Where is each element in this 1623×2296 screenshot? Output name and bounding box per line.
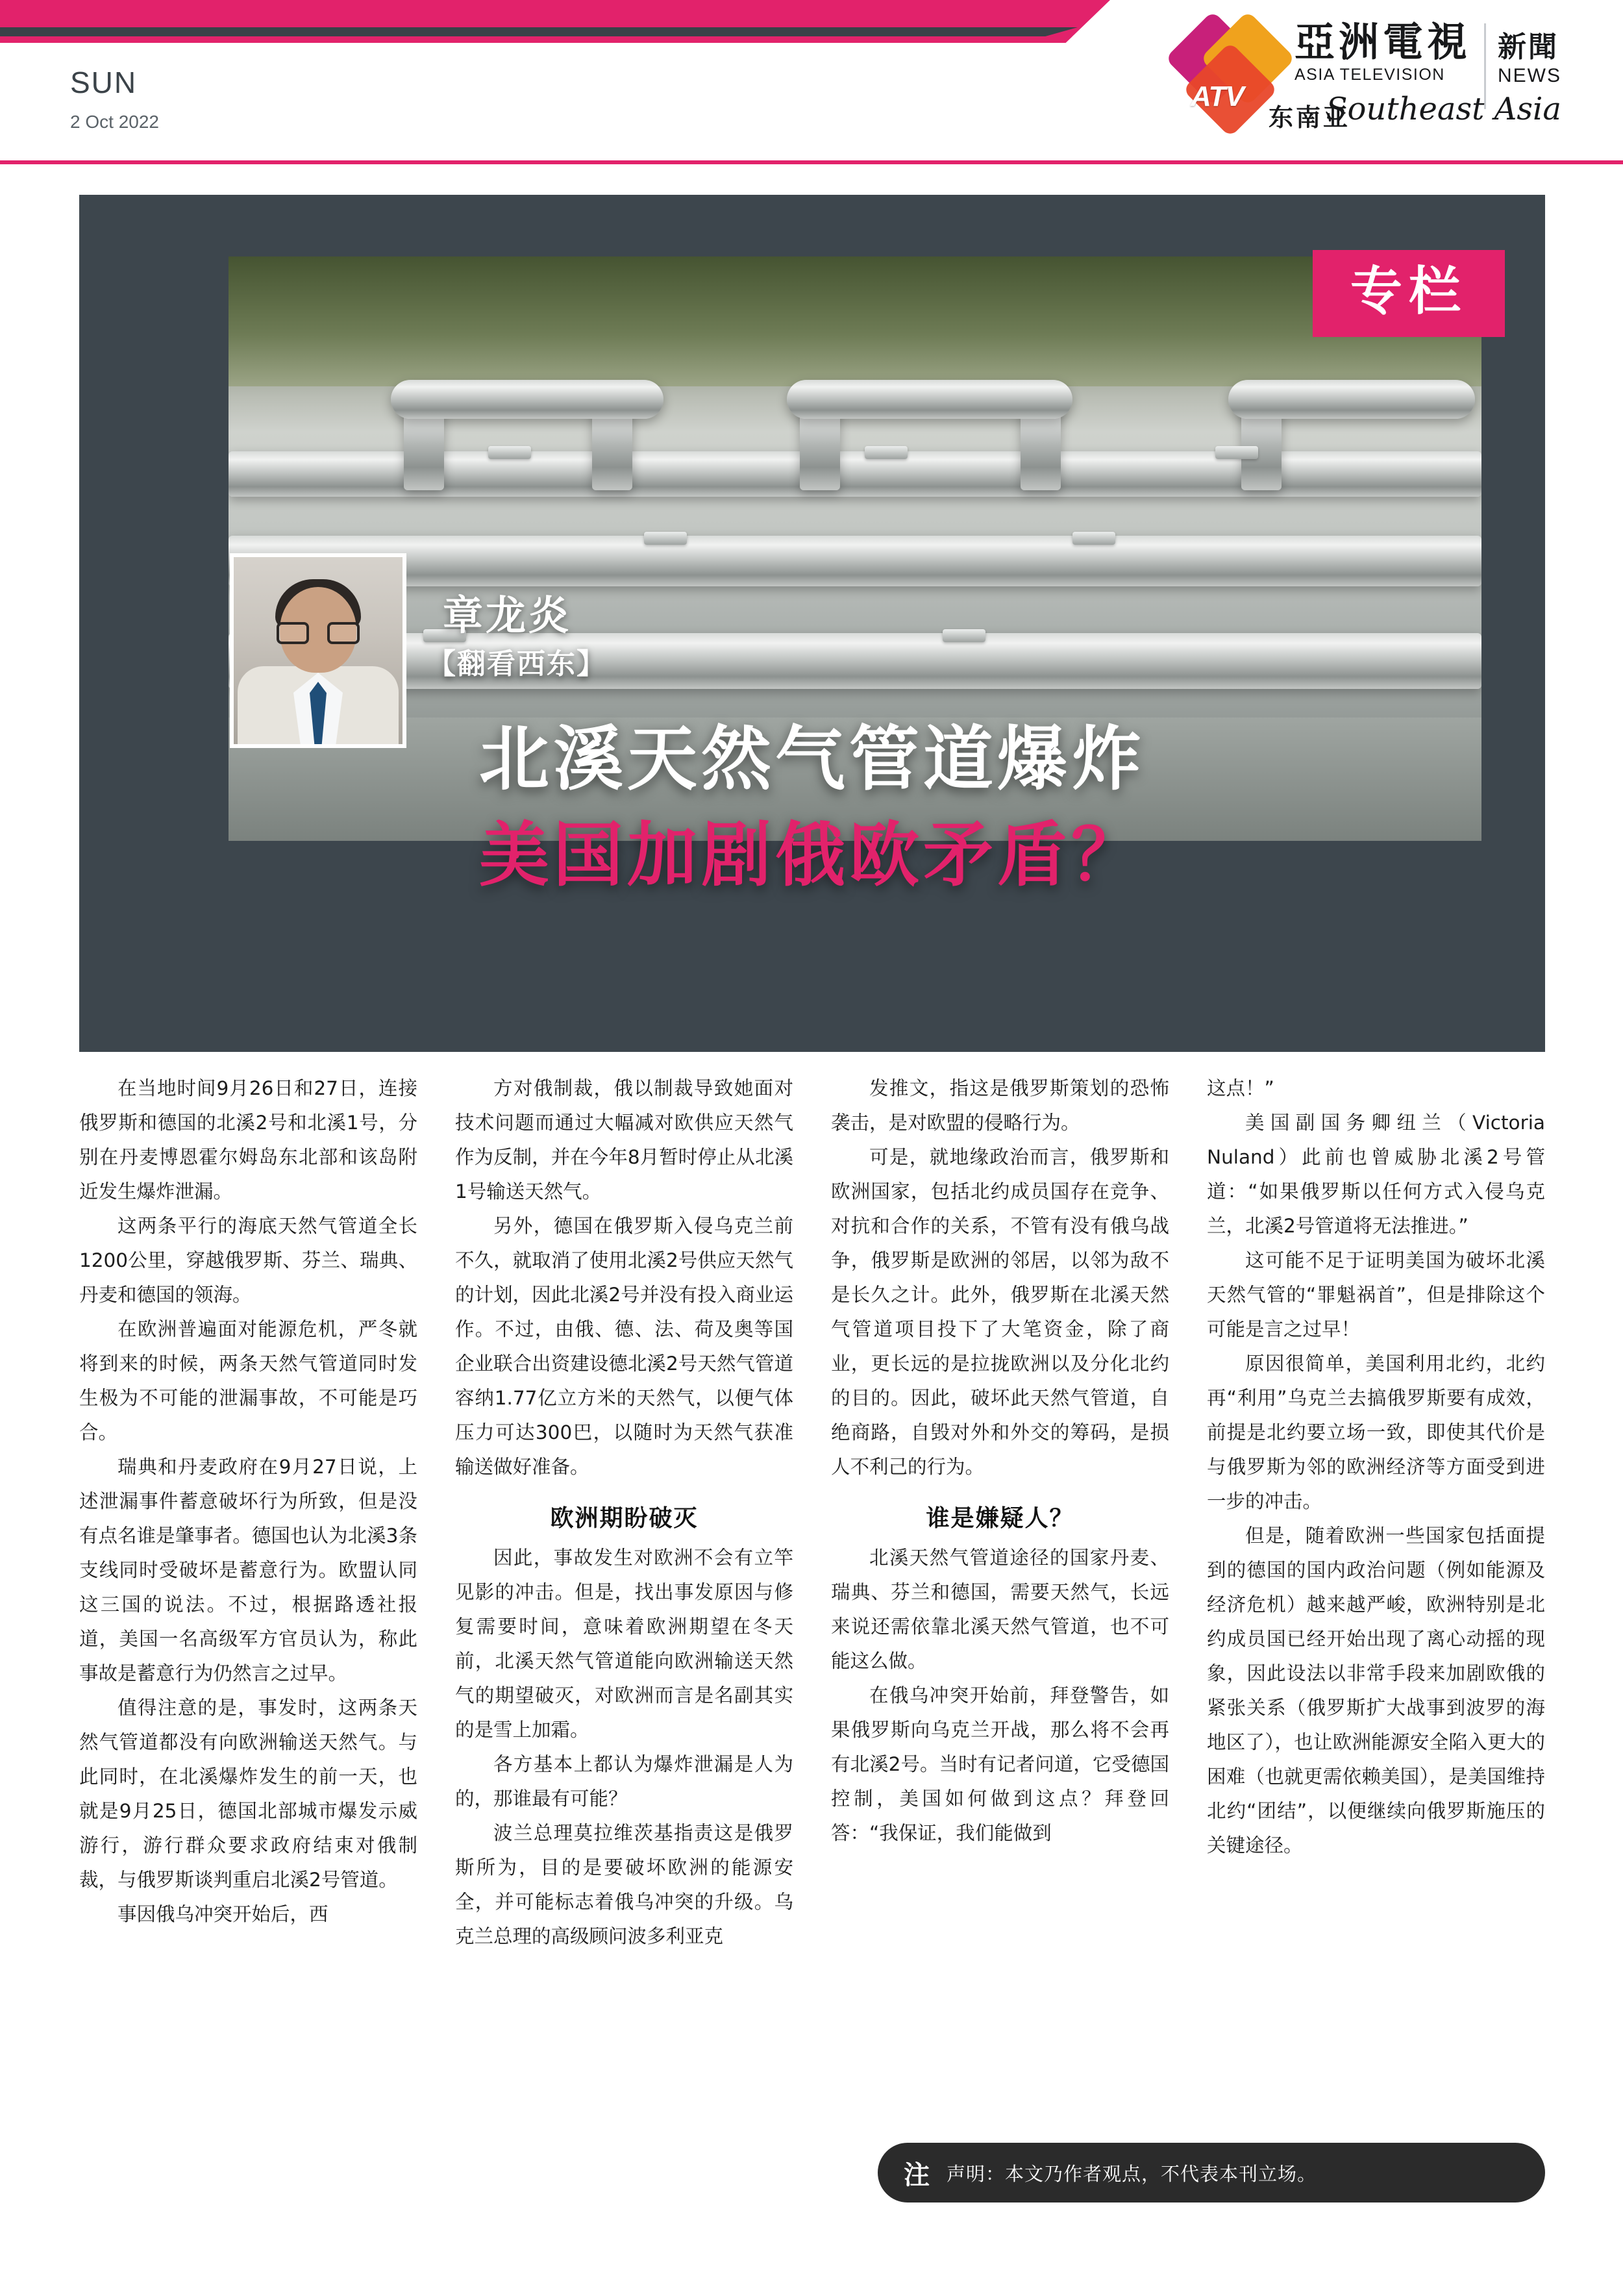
column-badge: 专栏: [1313, 250, 1505, 337]
paragraph: 美国副国务卿纽兰（Victoria Nuland）此前也曾威胁北溪2号管道：“如果俄罗斯以任何方式入侵乌克兰，北溪2号管道将无法推进。”: [1207, 1112, 1545, 1237]
pipe-ring: [644, 532, 687, 545]
paragraph: 因此，事故发生对欧洲不会有立竿见影的冲击。但是，找出事发原因与修复需要时间，意味着欧洲期望在冬天前，北溪天然气管道能向欧洲输送天然气的期望破灭，对欧洲而言是名副其实的是雪上加霜。: [455, 1547, 793, 1741]
paragraph: 但是，随着欧洲一些国家包括面提到的德国的国内政治问题（例如能源及经济危机）越来越严峻，欧洲特别是北约成员国已经开始出现了离心动摇的现象，因此设法以非常手段来加剧欧俄的紧张关系（俄罗斯扩大战事到波罗的海地区了），也让欧洲能源安全陷入更大的困难（也就更需依赖美国），是美国维持北约“团结”，以便继续向俄罗斯施压的关键途径。: [1207, 1525, 1545, 1856]
pipe-ring: [943, 629, 985, 642]
section-heading: 谁是嫌疑人？: [926, 1505, 1074, 1532]
paragraph: 在当地时间9月26日和27日，连接俄罗斯和德国的北溪2号和北溪1号，分别在丹麦博恩霍尔姆岛东北部和该岛附近发生爆炸泄漏。: [79, 1077, 417, 1203]
paragraph: 值得注意的是，事发时，这两条天然气管道都没有向欧洲输送天然气。与此同时，在北溪爆炸发生的前一天，也就是9月25日，德国北部城市爆发示威游行，游行群众要求政府结束对俄制裁，与俄罗斯谈判重启北溪2号管道。: [79, 1697, 417, 1891]
brand-name-en: ASIA TELEVISION: [1294, 66, 1445, 84]
article-body: [79, 1071, 1545, 1954]
pipe: [229, 633, 1481, 689]
news-label-cn: 新聞: [1498, 31, 1559, 64]
atv-wordmark: ATV: [1190, 81, 1244, 112]
paragraph: 可是，就地缘政治而言，俄罗斯和欧洲国家，包括北约成员国存在竞争、对抗和合作的关系，不管有没有俄乌战争，俄罗斯是欧洲的邻居，以邻为敌不是长久之计。此外，俄罗斯在北溪天然气管道项目投下了大笔资金，除了商业，更长远的是拉拢欧洲以及分化北约的目的。因此，破坏此天然气管道，自绝商路，自毁对外和外交的筹码，是损人不利己的行为。: [831, 1146, 1169, 1478]
article-column-3: [831, 1071, 1169, 1954]
glasses-icon: [277, 622, 360, 644]
author-name: 章龙炎: [443, 592, 572, 639]
paragraph: 这点！”: [1207, 1077, 1274, 1099]
article-column-2: [455, 1071, 793, 1954]
pipe-ring: [1215, 446, 1258, 459]
region-label-cn: 东南亚: [1268, 103, 1350, 132]
news-label-en: NEWS: [1498, 65, 1561, 86]
pipe-elbow: [1228, 380, 1475, 419]
pipe-elbow: [391, 380, 663, 419]
paragraph: 发推文，指这是俄罗斯策划的恐怖袭击，是对欧盟的侵略行为。: [831, 1077, 1169, 1134]
atv-brand-text: [1295, 14, 1471, 84]
paragraph: 原因很简单，美国利用北约，北约再“利用”乌克兰去搞俄罗斯要有成效，前提是北约要立场一致，即使其代价是与俄罗斯为邻的欧洲经济等方面受到进一步的冲击。: [1207, 1353, 1545, 1512]
headline-line-1: 北溪天然气管道爆炸: [478, 719, 1145, 800]
hero-banner: [79, 195, 1545, 1052]
paragraph: 这两条平行的海底天然气管道全长1200公里，穿越俄罗斯、芬兰、瑞典、丹麦和德国的领海。: [79, 1215, 417, 1306]
region-label-en: Southeast Asia: [1326, 91, 1561, 127]
paragraph: 北溪天然气管道途径的国家丹麦、瑞典、芬兰和德国，需要天然气，长远来说还需依靠北溪天然气管道，也不可能这么做。: [831, 1547, 1169, 1672]
article-column-1: [79, 1071, 417, 1954]
edition-label: SUN: [70, 66, 138, 99]
publication-date: 2 Oct 2022: [70, 112, 159, 132]
masthead: [0, 0, 1623, 166]
pipe-ring: [1072, 532, 1115, 545]
paragraph: 在欧洲普遍面对能源危机，严冬就将到来的时候，两条天然气管道同时发生极为不可能的泄漏事故，不可能是巧合。: [79, 1318, 417, 1443]
pipe: [229, 536, 1481, 586]
paragraph: 波兰总理莫拉维茨基指责这是俄罗斯所为，目的是要破坏欧洲的能源安全，并可能标志着俄乌冲突的升级。乌克兰总理的高级顾问波多利亚克: [455, 1822, 793, 1947]
paragraph: 各方基本上都认为爆炸泄漏是人为的，那谁最有可能？: [455, 1753, 793, 1810]
paragraph: 在俄乌冲突开始前，拜登警告，如果俄罗斯向乌克兰开战，那么将不会再有北溪2号。当时有记者问道，它受德国控制，美国如何做到这点？拜登回答：“我保证，我们能做到: [831, 1684, 1169, 1844]
pipe-ring: [865, 446, 908, 459]
pipe-elbow: [787, 380, 1072, 419]
section-heading: 欧洲期盼破灭: [550, 1505, 699, 1532]
headline-line-2: 美国加剧俄欧矛盾？: [478, 815, 1145, 896]
article-column-4: [1207, 1071, 1545, 1954]
paragraph: 这可能不足于证明美国为破坏北溪天然气管的“罪魁祸首”，但是排除这个可能是言之过早！: [1207, 1249, 1545, 1340]
paragraph: 方对俄制裁，俄以制裁导致她面对技术问题而通过大幅减对欧供应天然气作为反制，并在今年8月暂时停止从北溪1号输送天然气。: [455, 1077, 793, 1203]
note-badge: 注: [904, 2160, 930, 2190]
author-column-name: 【翻看西东】: [427, 647, 606, 680]
tree-line: [229, 256, 1481, 386]
brand-name-cn: 亞洲電視: [1294, 18, 1471, 66]
disclaimer-note: [878, 2143, 1545, 2202]
news-label-block: [1498, 14, 1561, 87]
pipe-ring: [488, 446, 531, 459]
masthead-ribbon-shadow: [0, 27, 1078, 36]
paragraph: 事因俄乌冲突开始后，西: [118, 1903, 328, 1925]
paragraph: 另外，德国在俄罗斯入侵乌克兰前不久，就取消了使用北溪2号供应天然气的计划，因此北溪2号并没有投入商业运作。不过，由俄、德、法、荷及奥等国企业联合出资建设德北溪2号天然气管道容纳1.77亿立方米的天然气，以便气体压力可达300巴，以随时为天然气获准输送做好准备。: [455, 1215, 793, 1478]
paragraph: 瑞典和丹麦政府在9月27日说，上述泄漏事件蓄意破坏行为所致，但是没有点名谁是肇事者。德国也认为北溪3条支线同时受破坏是蓄意行为。欧盟认同这三国的说法。不过，根据路透社报道，美国一名高级军方官员认为，称此事故是蓄意行为仍然言之过早。: [79, 1456, 417, 1684]
masthead-ribbon: [0, 0, 1110, 43]
note-text: 声明：本文乃作者观点，不代表本刊立场。: [947, 2162, 1317, 2185]
atv-diamond-icon: [1174, 18, 1284, 129]
masthead-rule: [0, 160, 1623, 164]
